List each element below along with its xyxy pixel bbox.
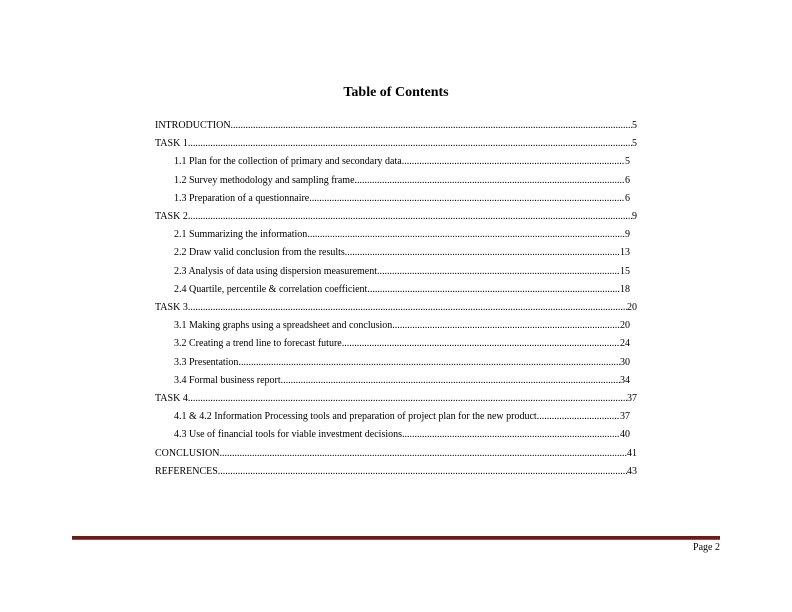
toc-entry-label: 1.1 Plan for the collection of primary and secondary data — [174, 156, 402, 168]
toc-dot-leader — [355, 175, 625, 187]
toc-entry[interactable] — [174, 336, 630, 350]
toc-entry[interactable] — [155, 136, 637, 150]
toc-entry-page: 9 — [632, 211, 637, 222]
toc-entry[interactable] — [174, 191, 630, 205]
toc-entry-page: 20 — [620, 320, 630, 332]
toc-entry-label: TASK 3 — [155, 302, 188, 313]
toc-entry[interactable] — [155, 391, 637, 405]
toc-entry-label: CONCLUSION — [155, 447, 220, 459]
toc-entry-page: 30 — [620, 356, 630, 368]
toc-entry[interactable] — [155, 118, 637, 132]
toc-entry-page: 9 — [625, 229, 630, 241]
toc-entry-label: 2.2 Draw valid conclusion from the results — [174, 247, 345, 259]
toc-entry-page: 6 — [625, 192, 630, 204]
toc-dot-leader — [219, 448, 627, 460]
toc-entry-page: 5 — [632, 120, 637, 131]
footer-rule — [72, 536, 720, 540]
toc-entry[interactable] — [174, 282, 630, 296]
toc-entry[interactable] — [174, 409, 630, 423]
toc-dot-leader — [231, 120, 632, 132]
toc-entry[interactable] — [174, 173, 630, 187]
toc-entry[interactable] — [174, 373, 630, 387]
toc-entry[interactable] — [174, 427, 630, 441]
toc-entry-label: TASK 1 — [155, 138, 188, 150]
toc-entry-page: 43 — [627, 465, 637, 477]
toc-entry-page: 41 — [627, 447, 637, 459]
toc-entry-label: 2.4 Quartile, percentile & correlation coefficient — [174, 283, 368, 295]
toc-entry[interactable] — [174, 318, 630, 332]
toc-title: Table of Contents — [343, 85, 449, 100]
toc-entry[interactable] — [174, 264, 630, 278]
toc-entry[interactable] — [174, 245, 630, 259]
toc-entry-page: 34 — [620, 374, 630, 386]
toc-dot-leader — [281, 375, 620, 387]
toc-entry-page: 20 — [627, 302, 637, 313]
toc-entry-label: INTRODUCTION — [155, 120, 231, 131]
toc-entry-label: 1.3 Preparation of a questionnaire — [174, 192, 310, 204]
toc-entry-label: 3.2 Creating a trend line to forecast future — [174, 338, 342, 350]
toc-dot-leader — [367, 284, 620, 296]
toc-entry[interactable] — [174, 154, 630, 168]
toc-entry[interactable] — [174, 227, 630, 241]
toc-entry-page: 5 — [632, 138, 637, 150]
toc-dot-leader — [402, 156, 625, 168]
toc-entry-page: 6 — [625, 174, 630, 186]
toc-dot-leader — [537, 411, 620, 423]
page-number: Page 2 — [693, 542, 720, 553]
toc-dot-leader — [238, 357, 620, 369]
toc-entry[interactable] — [155, 446, 637, 460]
toc-entry[interactable] — [174, 355, 630, 369]
toc-entry-label: TASK 4 — [155, 393, 188, 404]
toc-entry-page: 15 — [620, 265, 630, 277]
toc-entry-page: 37 — [627, 393, 637, 404]
toc-dot-leader — [377, 266, 620, 278]
toc-dot-leader — [392, 320, 620, 332]
toc-entry-page: 40 — [620, 429, 630, 441]
toc-dot-leader — [188, 211, 632, 223]
toc-dot-leader — [188, 138, 632, 150]
toc-entry-label: REFERENCES — [155, 465, 218, 477]
toc-entry-page: 5 — [625, 156, 630, 168]
toc-entry-label: 2.1 Summarizing the information — [174, 229, 308, 241]
toc-entry-label: 3.4 Formal business report — [174, 374, 281, 386]
toc-entry-label: 1.2 Survey methodology and sampling frame — [174, 174, 355, 186]
toc-entry[interactable] — [155, 209, 637, 223]
toc-dot-leader — [307, 229, 625, 241]
toc-dot-leader — [402, 429, 620, 441]
toc-entry-page: 18 — [620, 283, 630, 295]
toc-entry-label: 3.1 Making graphs using a spreadsheet and conclusion — [174, 320, 393, 332]
toc-entry-label: 4.3 Use of financial tools for viable investment decisions — [174, 429, 403, 441]
toc-entry-label: 2.3 Analysis of data using dispersion measurement — [174, 265, 378, 277]
toc-entry-label: 4.1 & 4.2 Information Processing tools and preparation of project plan for the new product — [174, 411, 537, 423]
toc-dot-leader — [345, 247, 620, 259]
toc-dot-leader — [188, 393, 627, 405]
toc-dot-leader — [218, 466, 627, 478]
toc-entry-label: TASK 2 — [155, 211, 188, 222]
toc-dot-leader — [188, 302, 627, 314]
toc-entry-page: 13 — [620, 247, 630, 259]
toc-dot-leader — [309, 193, 625, 205]
toc-entry-page: 24 — [620, 338, 630, 350]
toc-entry-label: 3.3 Presentation — [174, 356, 239, 368]
toc-entry-page: 37 — [620, 411, 630, 423]
toc-entry[interactable] — [155, 464, 637, 478]
toc-entry[interactable] — [155, 300, 637, 314]
toc-dot-leader — [342, 338, 620, 350]
